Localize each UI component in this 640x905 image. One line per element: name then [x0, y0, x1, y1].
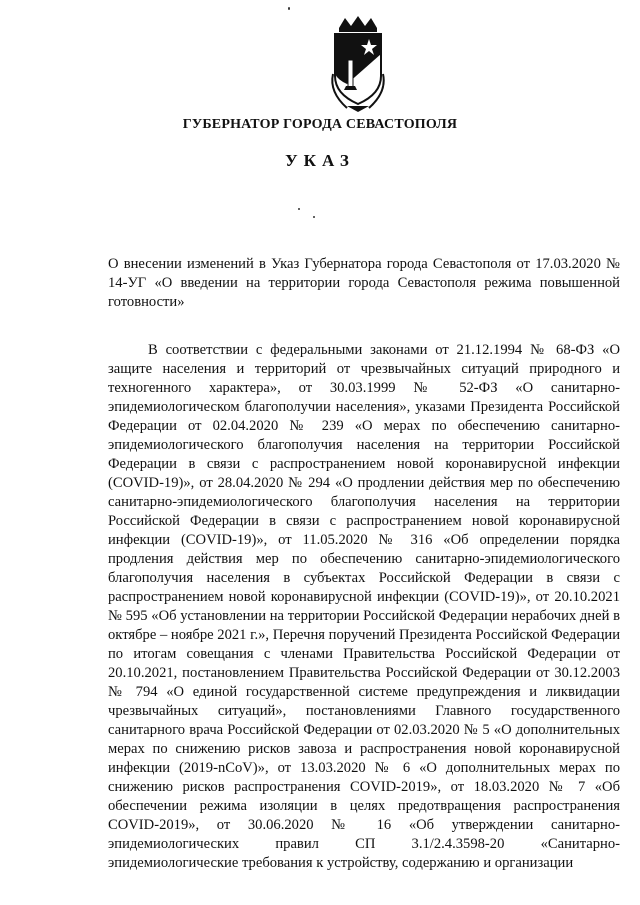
- document-subject: О внесении изменений в Указ Губернатора города Севастополя от 17.03.2020 № 14-УГ «О введении на территории города Севастополя режима повышенной готовности»: [108, 256, 620, 310]
- document-type: УКАЗ: [285, 151, 355, 170]
- sevastopol-coat-of-arms-icon: [325, 14, 391, 114]
- scan-speck: [298, 208, 300, 210]
- issuer-title: ГУБЕРНАТОР ГОРОДА СЕВАСТОПОЛЯ: [182, 117, 458, 132]
- scan-speck: [288, 7, 290, 10]
- scan-speck: [313, 216, 315, 218]
- preamble-paragraph: В соответствии с федеральными законами от 21.12.1994 № 68-ФЗ «О защите населения и территорий от чрезвычайных ситуаций природного и техногенного характера», от 30.03.1999 № 52-ФЗ «О санитарно-эпидемиологическом благополучии населения», указами Президента Российской Федерации от 02.04.2020 № 239 «О мерах по обеспечению санитарно-эпидемиологического благополучия населения на территории Российской Федерации в связи с распространением новой коронавирусной инфекции (COVID-19)», от 28.04.2020 № 294 «О продлении действия мер по обеспечению санитарно-эпидемиологического благополучия населения на территории Российской Федерации в связи с распространением новой коронавирусной инфекции (COVID-19)», от 11.05.2020 № 316 «Об определении порядка продления действия мер по обеспечению санитарно-эпидемиологического благополучия населения в субъектах Российской Федерации в связи с распространением новой коронавирусной инфекции (COVID-19)», от 20.10.2021 № 595 «Об установлении на территории Российской Федерации нерабочих дней в октябре – ноябре 2021 г.», Перечня поручений Президента Российской Федерации по итогам совещания с членами Правительства Российской Федерации от 20.10.2021, постановлением Правительства Российской Федерации от 30.12.2003 № 794 «О единой государственной системе предупреждения и ликвидации чрезвычайных ситуаций», постановлениями Главного государственного санитарного врача Российской Федерации от 02.03.2020 № 5 «О дополнительных мерах по снижению рисков завоза и распространения новой коронавирусной инфекции (2019-nCoV)», от 13.03.2020 № 6 «О дополнительных мерах по снижению рисков распространения COVID-2019», от 18.03.2020 № 7 «Об обеспечении режима изоляции в целях предотвращения распространения COVID-2019», от 30.06.2020 № 16 «Об утверждении санитарно-эпидемиологических правил СП 3.1/2.4.3598-20 «Санитарно-эпидемиологические требования к устройству, содержанию и организации: [108, 342, 620, 871]
